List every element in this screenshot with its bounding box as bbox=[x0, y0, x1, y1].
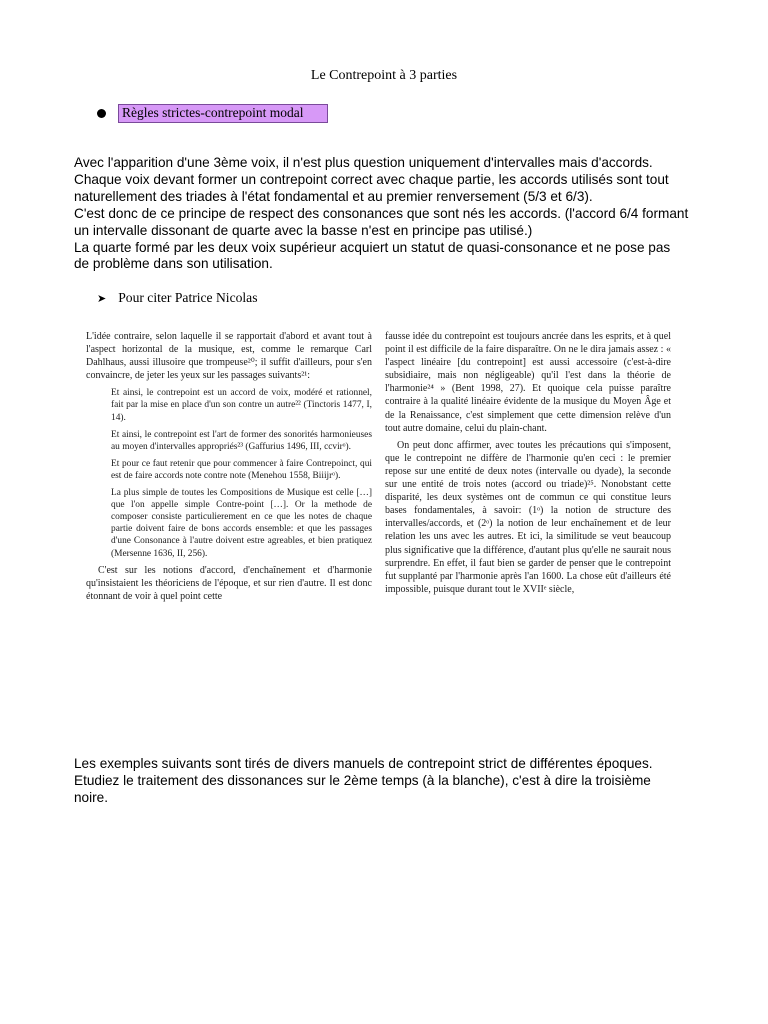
quote-column-right bbox=[385, 330, 671, 596]
intro-line: Avec l'apparition d'une 3ème voix, il n'est plus question uniquement d'intervalles mais d'accords. bbox=[74, 155, 653, 170]
quote-citation: Et ainsi, le contrepoint est l'art de former des sonorités harmonieuses au moyen d'intervalles appropriés²³ (Gaffurius 1496, III, ccvirᵒ). bbox=[111, 429, 372, 452]
quote-paragraph: fausse idée du contrepoint est toujours ancrée dans les esprits, et à quel point il est difficile de la faire disparaître. On ne le dira jamais assez : « l'aspect linéaire [du contrepoint] est aussi accessoire (c'est-à-dire subsidiaire, mais non négligeable) qu'il l'est dans la théorie de l'harmonie²⁴ » (Bent 1998, 27). Et quoique cela puisse paraître contraire à la qualité linéaire évidente de la musique du Moyen Âge et de la Renaissance, c'est simplement que cette dimension relève d'un tout autre domaine, celui du plain-chant. bbox=[385, 331, 671, 434]
intro-line: C'est donc de ce principe de respect des consonances que sont nés les accords. (l'accord 6/4 formant bbox=[74, 205, 689, 221]
outro-line: noire. bbox=[74, 789, 109, 805]
arrow-bullet-icon: ➤ bbox=[97, 292, 107, 305]
section-bullet bbox=[97, 104, 328, 123]
cite-label: Pour citer Patrice Nicolas bbox=[118, 290, 258, 305]
outro-line: Les exemples suivants sont tirés de divers manuels de contrepoint strict de différentes époques. bbox=[74, 756, 653, 771]
quote-paragraph: C'est sur les notions d'accord, d'enchaînement et d'harmonie qu'insistaient les théoriciens de l'époque, et sur rien d'autre. Il est donc étonnant de voir à quel point cette bbox=[86, 564, 372, 602]
quoted-excerpt-image bbox=[86, 330, 670, 666]
intro-line: Chaque voix devant former un contrepoint correct avec chaque partie, les accords utilisés sont tout bbox=[74, 171, 669, 187]
intro-paragraph bbox=[74, 155, 714, 273]
intro-line: naturellement des triades à l'état fondamental et au premier renversement (5/3 et 6/3). bbox=[74, 188, 593, 204]
outro-paragraph bbox=[74, 756, 714, 807]
intro-line: La quarte formé par les deux voix supérieur acquiert un statut de quasi-consonance et ne pose pas bbox=[74, 239, 671, 255]
intro-line: un intervalle dissonant de quarte avec la basse n'est en principe pas utilisé.) bbox=[74, 222, 533, 238]
quote-citation: Et pour ce faut retenir que pour commencer à faire Contrepoinct, qui est de faire accords note contre note (Menehou 1558, Biiijrᵒ). bbox=[111, 458, 372, 481]
intro-line: de problème dans son utilisation. bbox=[74, 256, 273, 272]
quote-paragraph: On peut donc affirmer, avec toutes les précautions qui s'imposent, que le contrepoint ne diffère de l'harmonie qu'en ceci : le premier repose sur une entité de deux notes (intervalle ou dyade), la seconde sur une entité de trois notes (accord ou triade)²⁵. Nonobstant cette disparité, les deux systèmes ont de commun ce qui constitue leurs bases fondamentales, à savoir: (1ᵒ) la notion de structure des intervalles/accords, et (2ᵒ) la notion de leur enchaînement et de leur relation les uns avec les autres. Et ici, la similitude se veut beaucoup plus significative que la différence, d'autant plus qu'elle ne saurait nous surprendre. En effet, il faut bien se garder de penser que le contrepoint fut supplanté par l'harmonie après l'an 1600. La chose eût d'ailleurs été impossible, puisque durant tout le XVIIᵉ siècle, bbox=[385, 439, 671, 595]
quote-paragraph: L'idée contraire, selon laquelle il se rapportait d'abord et avant tout à l'aspect horizontal de la musique, est, comme le remarque Carl Dahlhaus, aussi illusoire que trompeuse²⁰; il suffit d'ailleurs, pour s'en convaincre, de jeter les yeux sur les passages suivants²¹: bbox=[86, 331, 372, 382]
quote-citation: Et ainsi, le contrepoint est un accord de voix, modéré et rationnel, fait par la mise en place d'un son contre un autre²² (Tinctoris 1477, I, 14). bbox=[111, 388, 372, 423]
cite-bullet bbox=[97, 290, 258, 306]
outro-line: Etudiez le traitement des dissonances sur le 2ème temps (à la blanche), c'est à dire la troisième bbox=[74, 772, 651, 788]
page-title: Le Contrepoint à 3 parties bbox=[310, 68, 458, 83]
quote-column-left bbox=[86, 330, 372, 603]
bullet-dot-icon bbox=[97, 109, 106, 118]
section-label-highlight: Règles strictes-contrepoint modal bbox=[118, 104, 328, 123]
quote-citation: La plus simple de toutes les Compositions de Musique est celle […] que l'on appelle simple Contre-point […]. Or la methode de composer consiste particulierement en ce que les notes de chaque partie doivent faire de bons accords ensemble: et que les passages d'une Consonance à l'autre doivent estre agreables, et bien pratiquez (Mersenne 1636, II, 256). bbox=[111, 488, 372, 559]
